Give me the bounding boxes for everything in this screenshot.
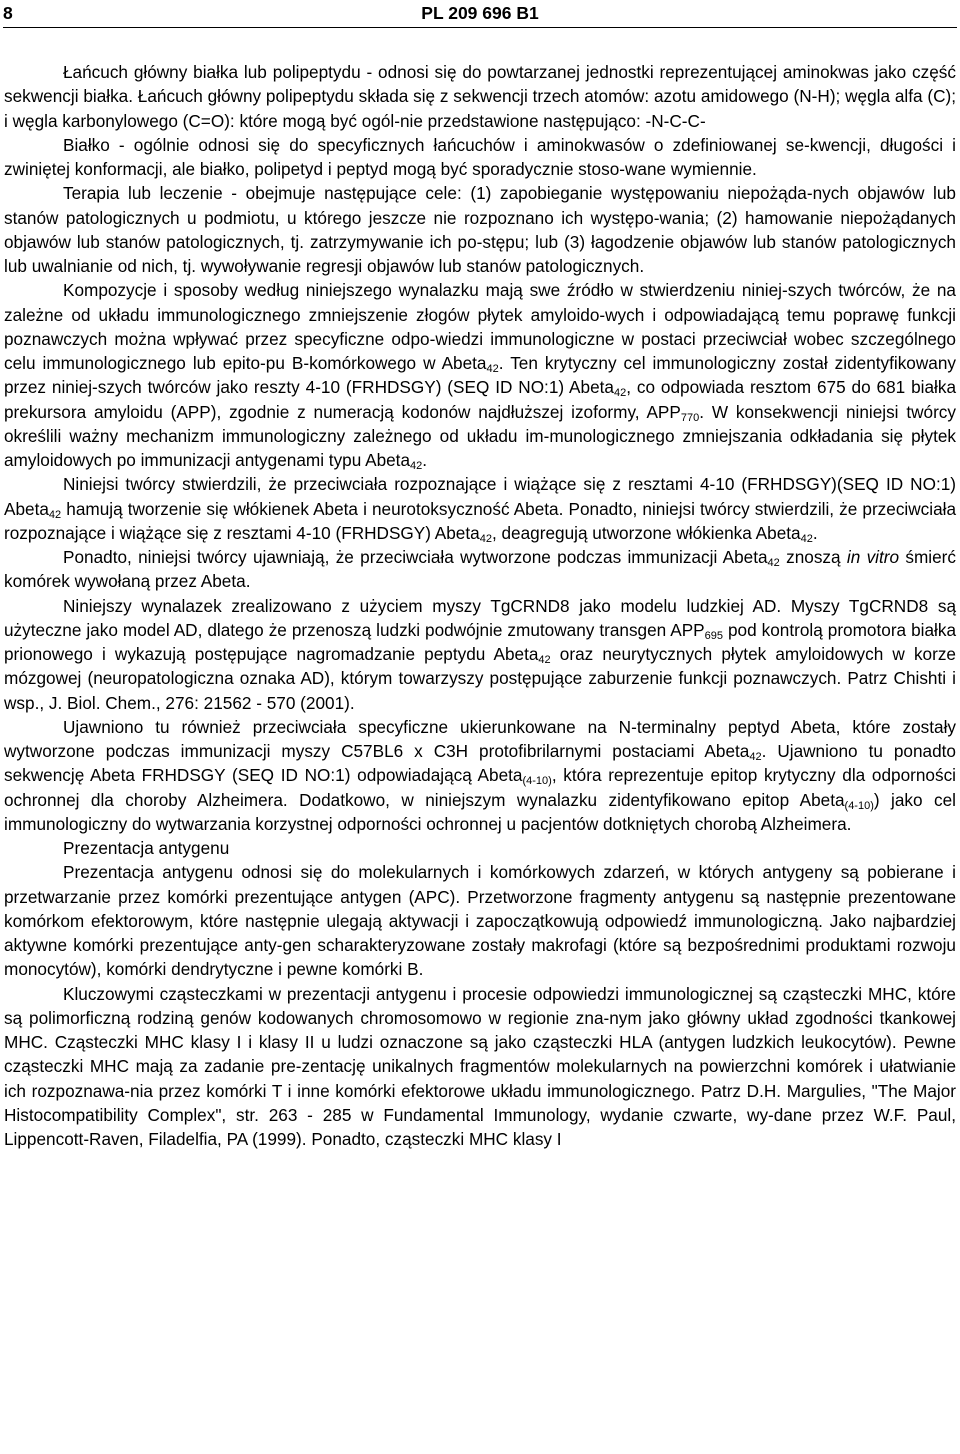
text-run: pod kontrolą promotora białka prionowego i wykazują postępujące nagromadzanie peptydu Abeta — [4, 619, 956, 664]
subscript: 42 — [479, 532, 492, 545]
text-run: . W konsekwencji niniejsi twórcy określili ważny mechanizm immunologiczny zależnego od układu im-munologicznego zmniejszania odkładania się płytek amyloidowych po immunizacji antygenami typu Abeta — [4, 401, 956, 470]
paragraph-mhc-molecules — [4, 982, 956, 1152]
text-run: ) jako cel immunologiczny do wytwarzania korzystnej odporności ochronnej u pacjentów dotkniętych chorobą Alzheimera. — [4, 789, 956, 834]
text-run: śmierć komórek wywołaną przez Abeta. — [4, 547, 956, 592]
paragraph-tgcrnd8-model — [4, 594, 956, 715]
text-run: , co odpowiada resztom 675 do 681 białka prekursora amyloidu (APP), zgodnie z numeracją kodonów najdłuższej izoformy, APP — [4, 377, 957, 422]
text-run: . Ujawniono tu ponadto sekwencję Abeta FRHDSGY (SEQ ID NO:1) odpowiadającą Abeta — [4, 741, 956, 786]
italic-text: in vitro — [846, 547, 900, 567]
text-run: . — [422, 450, 428, 470]
text-run: Kluczowymi cząsteczkami w prezentacji antygenu i procesie odpowiedzi immunologicznej są cząsteczki MHC, które są polimorficzną rodziną genów kodowanych chromosomowo w regionie zna-nym jako główny układ zgodności tkankowej MHC. Cząsteczki MHC klasy I i klasy II u ludzi oznaczone są jako cząsteczki HLA (antygen ludzkich leukocytów). Pewne cząsteczki MHC mają za zadanie pre-zentację unikalnych fragmentów molekularnych na powierzchni komórek i ułatwianie ich rozpoznawa-nia przez komórki T i inne komórki efektorowe układu immunologicznego. Patrz D.H. Margulies, "The Major Histocompatibility Complex", str. 263 - 285 w Fundamental Immunology, wydanie czwarte, wy-dane przez W.F. Paul, Lippencott-Raven, Filadelfia, PA (1999). Ponadto, cząsteczki MHC klasy I — [4, 983, 956, 1149]
text-run: hamują tworzenie się włókienek Abeta i neurotoksyczność Abeta. Ponadto, niniejsi twórcy stwierdzili, że przeciwciała rozpoznające i wiążące się z resztami 4-10 (FRHDSGY) Abeta — [4, 498, 956, 543]
text-run: , która reprezentuje epitop krytyczny dla odporności ochronnej dla choroby Alzheimera. Dodatkowo, w niniejszym wynalazku zidentyfikowano epitop Abeta — [4, 765, 956, 810]
text-run: , deagregują utworzone włókienka Abeta — [491, 522, 801, 543]
subscript: 42 — [410, 460, 423, 472]
subscript: 695 — [704, 629, 724, 642]
paragraph-n-terminal-antibodies — [4, 715, 956, 836]
subscript: 42 — [486, 363, 499, 375]
paragraph-therapy-definition — [4, 181, 956, 278]
header-divider — [3, 27, 957, 28]
text-run: znoszą — [779, 547, 847, 567]
paragraph-in-vitro — [4, 545, 956, 594]
subscript: 42 — [767, 557, 780, 569]
text-run: Niniejszy wynalazek zrealizowano z użyciem myszy TgCRND8 jako modelu ludzkiej AD. Myszy TgCRND8 są użyteczne jako model AD, dlatego że przenoszą ludzki podwójnie zmutowany transgen APP — [4, 595, 956, 640]
text-run: Niniejsi twórcy stwierdzili, że przeciwciała rozpoznające i wiążące się z resztami 4-10 (FRHDSGY)(SEQ ID NO:1) Abeta — [4, 474, 956, 519]
subscript: 770 — [680, 411, 700, 424]
page-number: 8 — [3, 3, 13, 23]
text-run: oraz neurytycznych płytek amyloidowych w korze mózgowej (neuropatologiczna oznaka AD), którym towarzyszy postępujące zaburzenie funkcji poznawczych. Patrz Chishti i wsp., J. Biol. Chem., 276: 21562 - 570 (2001). — [4, 644, 956, 713]
section-heading-antigen-presentation — [4, 836, 956, 860]
paragraph-main-chain — [4, 60, 956, 133]
text-run: Terapia lub leczenie - obejmuje następujące cele: (1) zapobieganie występowaniu niepożąda-nych objawów lub stanów patologicznych u podmiotu, u którego jeszcze nie rozpoznano ich występo-wania; (2) hamowanie niepożądanych objawów lub stanów patologicznych, tj. zatrzymywanie ich po-stępu; lub (3) łagodzenie objawów lub stanów patologicznych lub uwalnianie od nich, tj. wywoływanie regresji objawów lub stanów patologicznych. — [4, 183, 956, 276]
subscript: 42 — [613, 387, 627, 400]
document-body — [4, 60, 956, 1151]
paragraph-protein-definition — [4, 133, 956, 182]
subscript: 42 — [800, 532, 813, 545]
text-run: Kompozycje i sposoby według niniejszego wynalazku mają swe źródło w stwierdzeniu niniej-szych twórców, że na zależne od układu immunologicznego zmniejszenie złogów płytek amyloido-wych i odpowiadającą temu poprawę funkcji poznawczych można wpływać przez specyficzne odpo-wiedzi immunologiczne w postaci przeciwciał wobec szczególnego celu immunologicznego lub epito-pu B-komórkowego w Abeta — [4, 280, 956, 373]
subscript: (4-10) — [844, 799, 874, 812]
paragraph-antigen-presentation — [4, 860, 956, 981]
subscript: 42 — [538, 654, 551, 666]
text-run: . — [812, 522, 818, 543]
text-run: Białko - ogólnie odnosi się do specyficznych łańcuchów i aminokwasów o zdefiniowanej se-kwencji, długości i zwiniętej konformacji, ale białko, polipetyd i peptyd mogą być sporadycznie stoso-wane wymiennie. — [4, 134, 956, 179]
paragraph-antibodies-findings — [4, 472, 956, 545]
text-run: . Ten krytyczny cel immunologiczny został zidentyfikowany przez niniej-szych twórców jako reszty 4-10 (FRHDSGY) (SEQ ID NO:1) Abeta — [4, 353, 956, 398]
text-run: Łańcuch główny białka lub polipeptydu - odnosi się do powtarzanej jednostki reprezentującej aminokwas jako część sekwencji białka. Łańcuch główny polipeptydu składa się z sekwencji trzech atomów: azotu amidowego (N-H); węgla alfa (C); i węgla karbonylowego (C=O): które mogą być ogól-nie przedstawione następująco: -N-C-C- — [4, 62, 956, 131]
text-run: Ponadto, niniejsi twórcy ujawniają, że przeciwciała wytworzone podczas immunizacji Abeta — [63, 547, 768, 567]
page-header — [3, 1, 957, 25]
text-run: Ujawniono tu również przeciwciała specyficzne ukierunkowane na N-terminalny peptyd Abeta, które zostały wytworzone podczas immunizacji myszy C57BL6 x C3H protofibrilarnymi postaciami Abeta — [4, 716, 956, 761]
subscript: 42 — [749, 751, 762, 763]
subscript: 42 — [48, 508, 62, 521]
paragraph-compositions — [4, 278, 956, 472]
subscript: (4-10) — [522, 775, 552, 788]
text-run: Prezentacja antygenu odnosi się do molekularnych i komórkowych zdarzeń, w których antygeny są pobierane i przetwarzanie przez komórki prezentujące antygen (APC). Przetworzone fragmenty antygenu są następnie prezentowane komórkom efektorowym, które następnie ulegają aktywacji i zapoczątkowują odpowiedź immunologiczną. Jako najbardziej aktywne komórki prezentujące anty-gen scharakteryzowane zostały makrofagi (które są bezpośrednimi produktami rozwoju monocytów), komórki dendrytyczne i pewne komórki B. — [4, 862, 956, 980]
text-run: Prezentacja antygenu — [63, 838, 230, 858]
patent-number: PL 209 696 B1 — [421, 3, 539, 23]
